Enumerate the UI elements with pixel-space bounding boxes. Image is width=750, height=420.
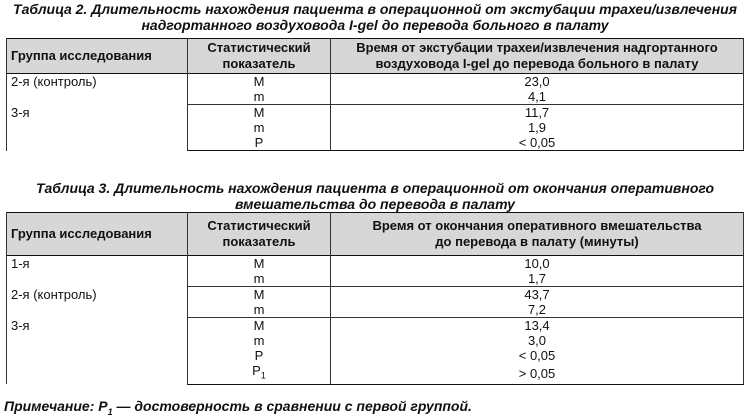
table2-header-group: Группа исследования: [7, 39, 188, 74]
stat-label: M: [253, 318, 265, 333]
stat-label: M: [253, 105, 265, 120]
stat-label: M: [253, 256, 265, 271]
table3: [6, 212, 744, 385]
value-cell: 11,7: [331, 105, 744, 121]
table3-header-time-line1: Время от окончания оперативного вмешательства: [372, 218, 702, 233]
stat-cell: [188, 74, 331, 90]
stat-cell: [188, 120, 331, 135]
group-cell: 2-я (контроль): [7, 74, 188, 105]
stat-label: M: [253, 74, 265, 89]
value-cell: 10,0: [331, 256, 744, 272]
table3-caption-line2: вмешательства до перевода в палату: [235, 196, 515, 212]
stat-cell: [188, 105, 331, 121]
footnote-sub: 1: [107, 406, 113, 417]
table2-header-time-line2: воздуховода I-gel до перевода больного в палату: [375, 56, 699, 71]
table3-header-stat-line2: показатель: [222, 234, 296, 249]
table2-header-time: [331, 39, 744, 74]
value-cell: 23,0: [331, 74, 744, 90]
stat-label: m: [253, 89, 265, 104]
group-cell: 2-я (контроль): [7, 287, 188, 318]
table-row: [7, 74, 744, 90]
footnote-text: — достоверность в сравнении с первой группой.: [112, 398, 472, 414]
table2-header-stat-line2: показатель: [222, 56, 296, 71]
stat-label: M: [253, 287, 265, 302]
table-row: [7, 287, 744, 303]
group-cell: 1-я: [7, 256, 188, 287]
stat-label: P: [254, 135, 264, 150]
table2-header-stat-line1: Статистический: [207, 40, 311, 55]
table2-caption: [0, 1, 750, 33]
table-row: [7, 256, 744, 272]
group-cell: 3-я: [7, 318, 188, 385]
table2-header-row: [7, 39, 744, 74]
stat-label: P: [252, 363, 261, 378]
stat-cell: [188, 302, 331, 318]
stat-cell: [188, 287, 331, 303]
value-cell: < 0,05: [331, 348, 744, 363]
table3-header-time: [331, 213, 744, 256]
table2: [6, 38, 744, 151]
table3-caption-line1: Таблица 3. Длительность нахождения пациента в операционной от окончания оперативного: [35, 180, 715, 196]
stat-cell: [188, 318, 331, 334]
table2-caption-line1: Таблица 2. Длительность нахождения пациента в операционной от экстубации трахеи/извлечения: [13, 1, 737, 17]
table3-header-stat: [188, 213, 331, 256]
value-cell: 7,2: [331, 302, 744, 318]
value-cell: < 0,05: [331, 135, 744, 151]
stat-label: m: [253, 302, 265, 317]
value-cell: 3,0: [331, 333, 744, 348]
stat-cell: [188, 271, 331, 287]
stat-cell: [188, 256, 331, 272]
table3-body: [7, 256, 744, 385]
stat-label: P: [254, 348, 264, 363]
stat-cell: [188, 348, 331, 363]
footnote-label: Примечание: P: [4, 398, 108, 414]
stat-cell: [188, 89, 331, 105]
value-cell: > 0,05: [331, 363, 744, 384]
table3-header-group: Группа исследования: [7, 213, 188, 256]
stat-cell: [188, 135, 331, 151]
group-cell: 3-я: [7, 105, 188, 151]
stat-label: m: [253, 333, 265, 348]
table2-header-time-line1: Время от экстубации трахеи/извлечения надгортанного: [356, 40, 718, 55]
table-row: [7, 105, 744, 121]
table-row: [7, 318, 744, 334]
footnote: [4, 398, 472, 420]
stat-cell: [188, 363, 331, 384]
table3-header-row: [7, 213, 744, 256]
value-cell: 13,4: [331, 318, 744, 334]
value-cell: 1,7: [331, 271, 744, 287]
value-cell: 1,9: [331, 120, 744, 135]
stat-label: m: [253, 271, 265, 286]
table2-header-stat: [188, 39, 331, 74]
table3-header-stat-line1: Статистический: [207, 218, 311, 233]
value-cell: 43,7: [331, 287, 744, 303]
stat-subscript: 1: [260, 370, 266, 381]
table3-header-time-line2: до перевода в палату (минуты): [435, 234, 639, 249]
table2-body: [7, 74, 744, 151]
stat-label: m: [253, 120, 265, 135]
table3-caption: [0, 180, 750, 212]
value-cell: 4,1: [331, 89, 744, 105]
stat-cell: [188, 333, 331, 348]
table2-caption-line2: надгортанного воздуховода I-gel до перевода больного в палату: [141, 17, 609, 33]
